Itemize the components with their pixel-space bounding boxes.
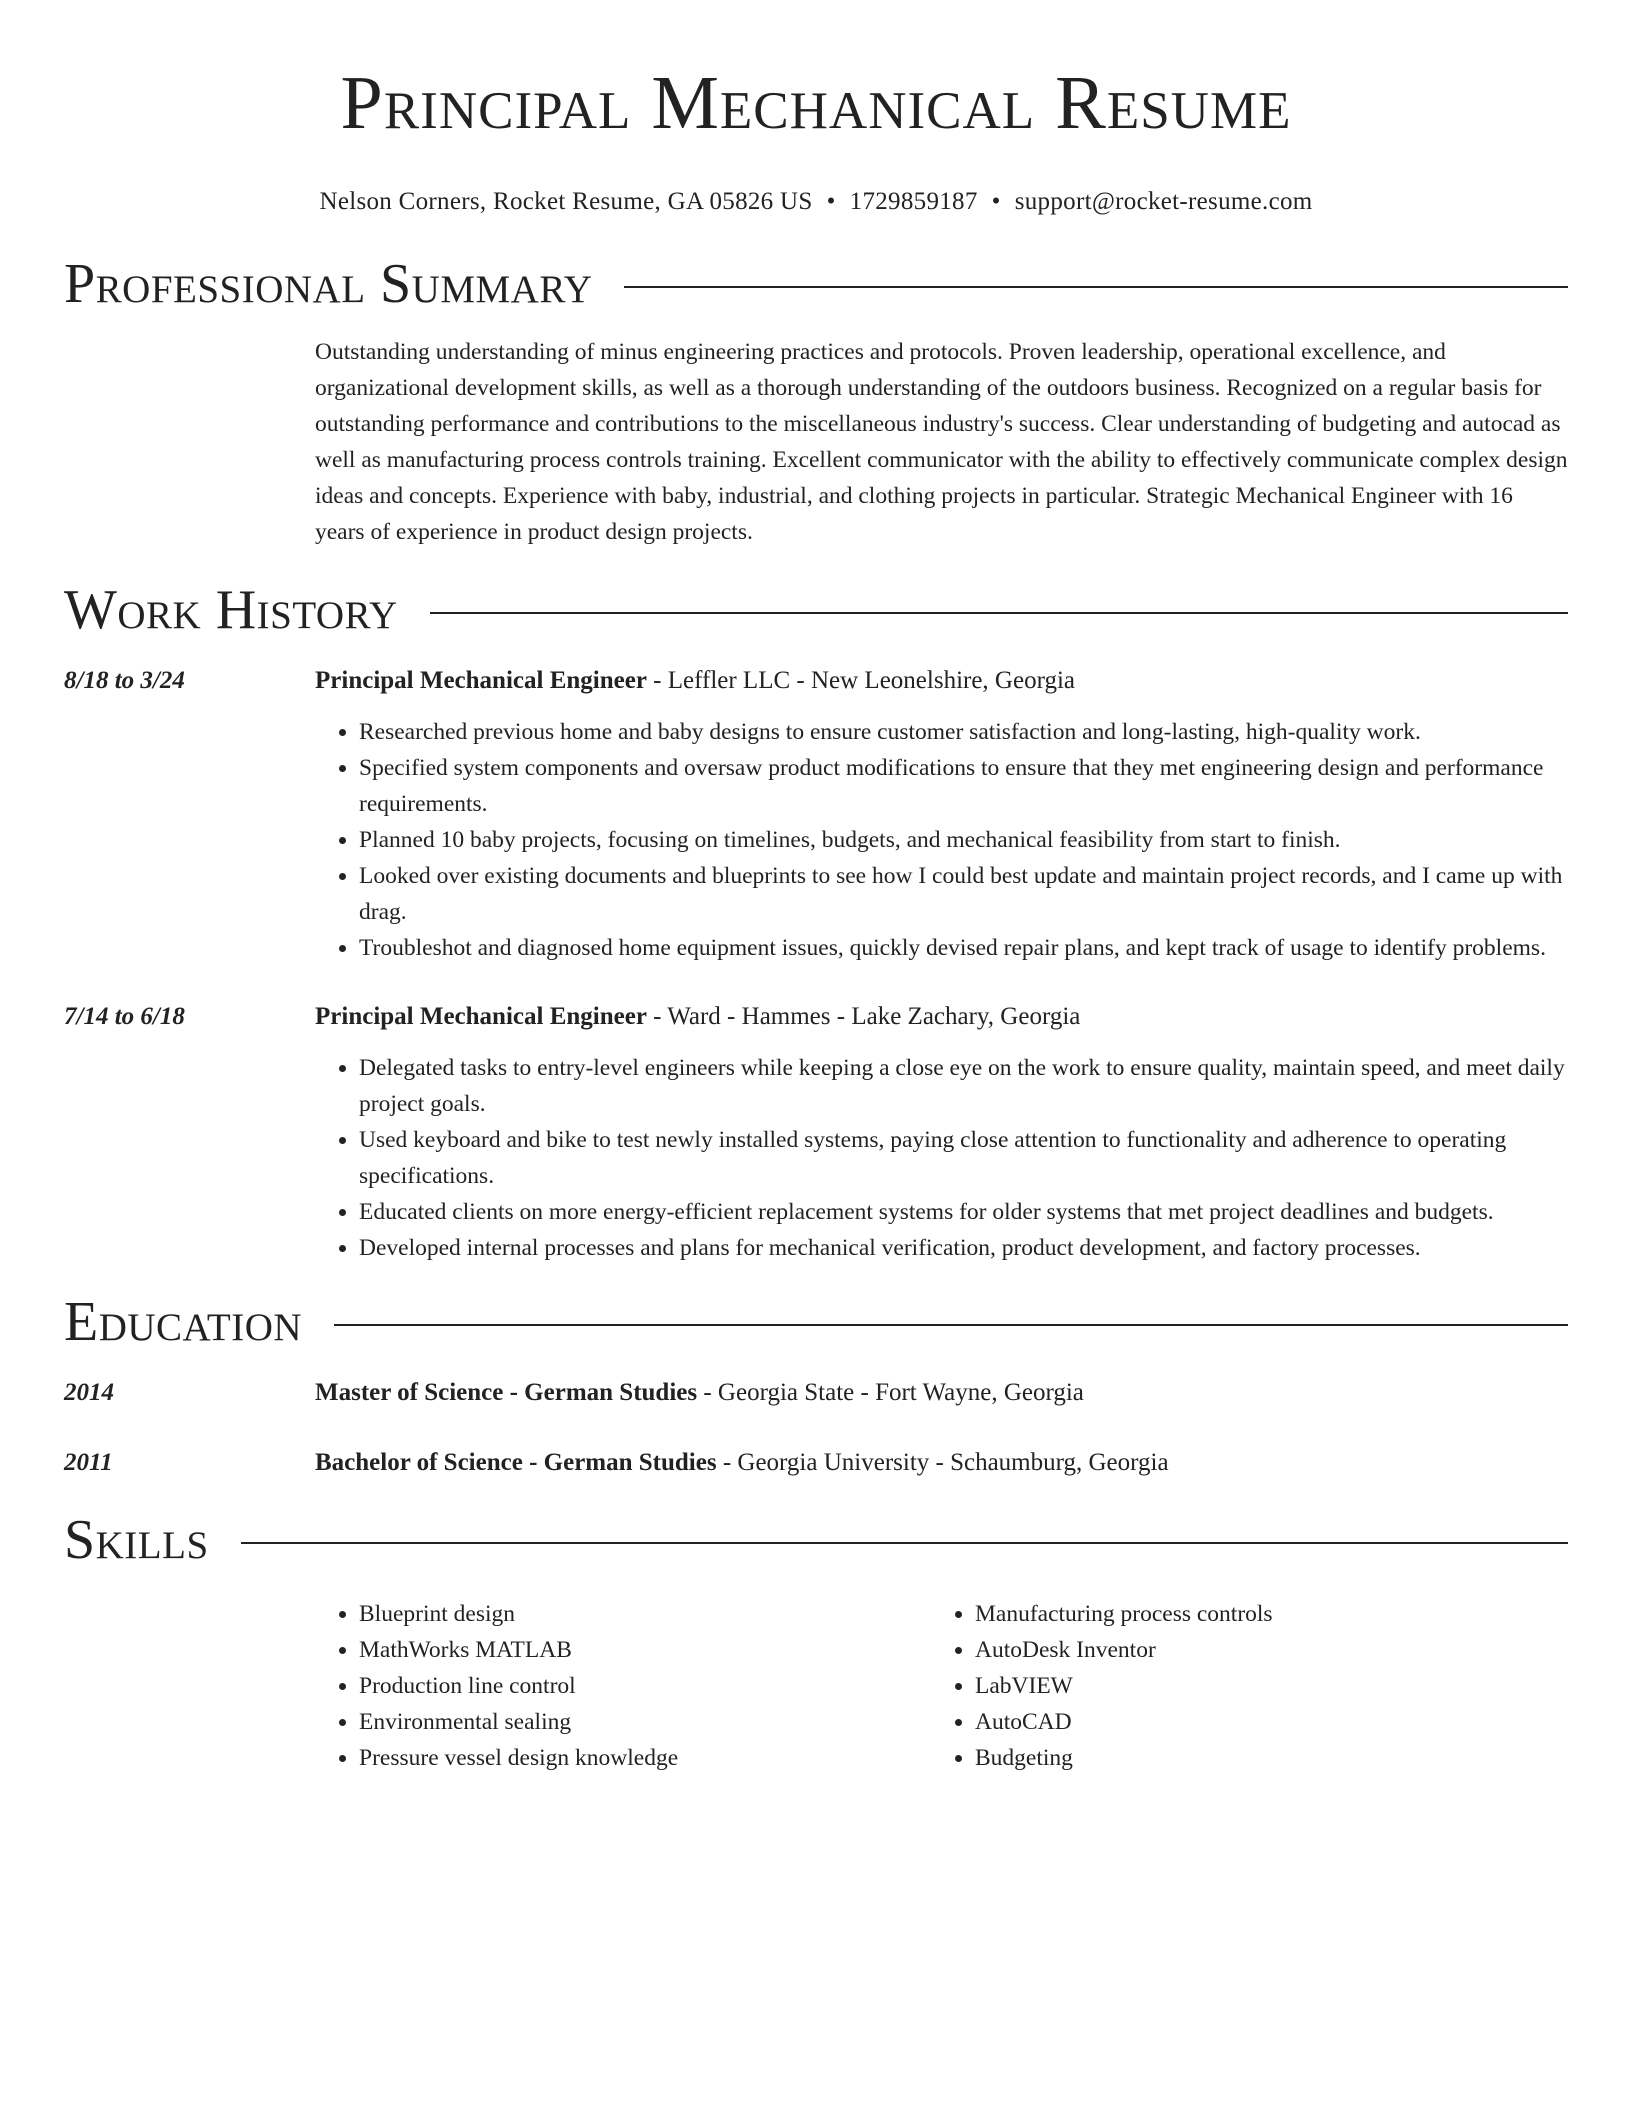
job-title: Principal Mechanical Engineer (315, 667, 647, 694)
skill-item: • MathWorks MATLAB (359, 1632, 931, 1668)
section-heading-skills: Skills (64, 1509, 209, 1571)
contact-address: Nelson Corners, Rocket Resume, GA 05826 US (319, 188, 813, 215)
section-skills-header (64, 1508, 1568, 1572)
job-body (315, 1000, 1568, 1266)
skill-item: • Budgeting (975, 1740, 1547, 1776)
section-rule (430, 612, 1568, 614)
section-rule (241, 1542, 1568, 1544)
education-line (315, 1376, 1568, 1410)
education-body (315, 1446, 1568, 1480)
job-details: - Leffler LLC - New Leonelshire, Georgia (646, 667, 1075, 694)
job-title-line (315, 1000, 1568, 1034)
section-heading-summary: Professional Summary (64, 253, 593, 315)
education-details: - Georgia State - Fort Wayne, Georgia (697, 1379, 1084, 1406)
skill-item: • Environmental sealing (359, 1704, 931, 1740)
section-education-header (64, 1290, 1568, 1354)
section-work-header (64, 578, 1568, 642)
job-entry (64, 1000, 1568, 1266)
education-degree: Bachelor of Science - German Studies (315, 1449, 717, 1476)
job-body (315, 664, 1568, 966)
contact-email: support@rocket-resume.com (1014, 188, 1313, 215)
contact-phone: 1729859187 (849, 188, 978, 215)
job-bullet: • Educated clients on more energy-efficient replacement systems for older systems that met project deadlines and budgets. (359, 1194, 1568, 1230)
skill-item: • Manufacturing process controls (975, 1596, 1547, 1632)
job-bullet: • Researched previous home and baby designs to ensure customer satisfaction and long-lasting, high-quality work. (359, 714, 1568, 750)
education-entry (64, 1376, 1568, 1410)
section-rule (624, 286, 1568, 288)
resume-title: Principal Mechanical Resume (340, 61, 1292, 145)
contact-separator: • (826, 188, 836, 215)
skill-item: • LabVIEW (975, 1668, 1547, 1704)
skill-item: • Pressure vessel design knowledge (359, 1740, 931, 1776)
job-dates: 7/14 to 6/18 (64, 1003, 185, 1030)
section-summary-header (64, 252, 1568, 316)
job-bullet: • Looked over existing documents and blueprints to see how I could best update and maintain project records, and I came up with drag. (359, 858, 1568, 930)
summary-text: Outstanding understanding of minus engineering practices and protocols. Proven leadership, operational excellence, and organizational development skills, as well as a thorough understanding of the outdoors business. Recognized on a regular basis for outstanding performance and contributions to the miscellaneous industry's success. Clear understanding of budgeting and autocad as well as manufacturing process controls training. Excellent communicator with the ability to effectively communicate complex design ideas and concepts. Experience with baby, industrial, and clothing projects in particular. Strategic Mechanical Engineer with 16 years of experience in product design projects. (315, 339, 1568, 545)
education-year: 2014 (64, 1379, 114, 1406)
job-bullet: • Planned 10 baby projects, focusing on timelines, budgets, and mechanical feasibility from start to finish. (359, 822, 1568, 858)
job-bullet: • Developed internal processes and plans for mechanical verification, product development, and factory processes. (359, 1230, 1568, 1266)
job-bullet: • Delegated tasks to entry-level engineers while keeping a close eye on the work to ensure quality, maintain speed, and meet daily project goals. (359, 1050, 1568, 1122)
skill-item: • Production line control (359, 1668, 931, 1704)
skill-item: • Blueprint design (359, 1596, 931, 1632)
job-title: Principal Mechanical Engineer (315, 1003, 647, 1030)
job-bullets (315, 714, 1568, 966)
education-body (315, 1376, 1568, 1410)
skills-columns (315, 1596, 1568, 1776)
skills-list-left (315, 1596, 931, 1776)
contact-line (64, 186, 1568, 218)
skill-item: • AutoDesk Inventor (975, 1632, 1547, 1668)
section-rule (334, 1324, 1568, 1326)
education-year: 2011 (64, 1449, 113, 1476)
education-line (315, 1446, 1568, 1480)
section-heading-work: Work History (64, 579, 398, 641)
job-bullets (315, 1050, 1568, 1266)
skill-item: • AutoCAD (975, 1704, 1547, 1740)
job-title-line (315, 664, 1568, 698)
job-dates: 8/18 to 3/24 (64, 667, 185, 694)
job-entry (64, 664, 1568, 966)
skills-list-right (931, 1596, 1547, 1776)
education-details: - Georgia University - Schaumburg, Georgia (716, 1449, 1169, 1476)
section-heading-education: Education (64, 1291, 303, 1353)
job-bullet: • Specified system components and oversaw product modifications to ensure that they met engineering design and performance requirements. (359, 750, 1568, 822)
job-bullet: • Troubleshot and diagnosed home equipment issues, quickly devised repair plans, and kept track of usage to identify problems. (359, 930, 1568, 966)
education-degree: Master of Science - German Studies (315, 1379, 698, 1406)
contact-separator: • (991, 188, 1001, 215)
job-bullet: • Used keyboard and bike to test newly installed systems, paying close attention to functionality and adherence to operating specifications. (359, 1122, 1568, 1194)
education-entry (64, 1446, 1568, 1480)
job-details: - Ward - Hammes - Lake Zachary, Georgia (646, 1003, 1081, 1030)
